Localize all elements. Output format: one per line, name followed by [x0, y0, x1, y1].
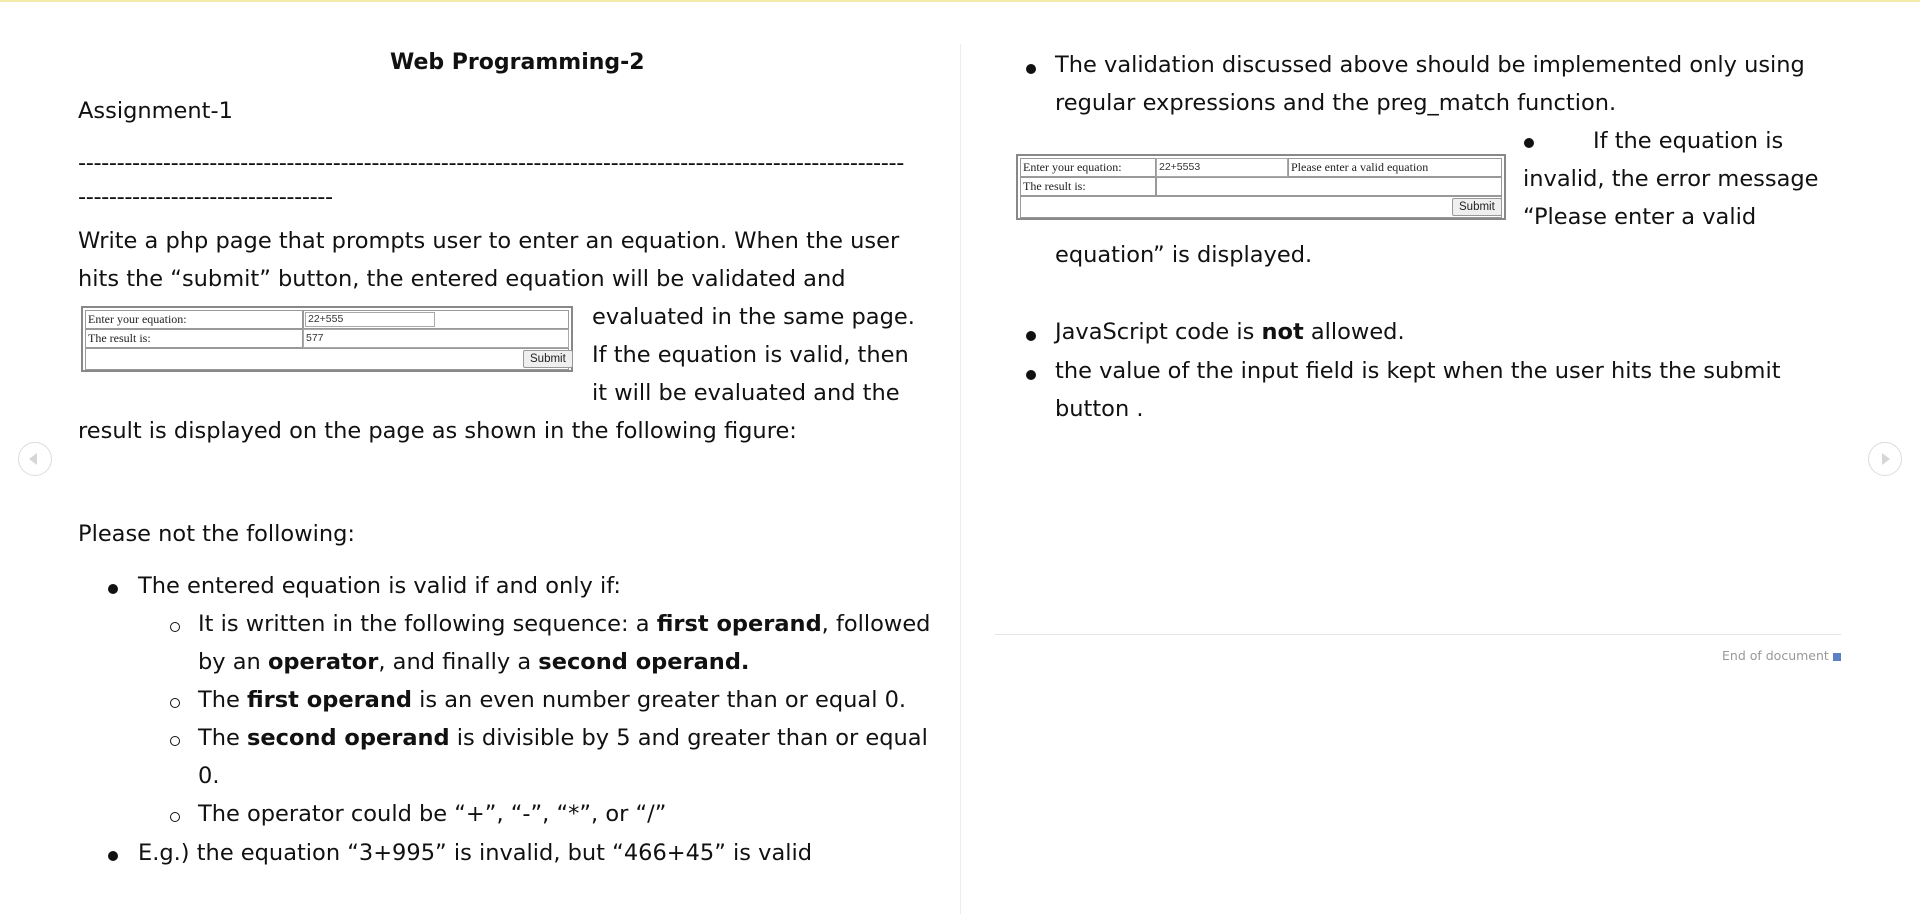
equation-label: Enter your equation: — [1020, 158, 1156, 177]
separator-line: ----------------------------------------------------------------------------------------------------------- — [78, 150, 904, 176]
submit-button: Submit — [523, 350, 573, 368]
circle-bullet-icon — [170, 812, 180, 822]
intro-text: result is displayed on the page as shown in the following figure: — [78, 418, 797, 444]
intro-text: evaluated in the same page. — [592, 304, 915, 330]
circle-bullet-icon — [170, 736, 180, 746]
result-label: The result is: — [1020, 177, 1156, 196]
list-item: JavaScript code is not allowed. — [1055, 319, 1405, 345]
top-accent-line — [0, 0, 1920, 2]
equation-cell — [303, 310, 569, 329]
list-item: by an operator, and finally a second operand. — [198, 649, 750, 675]
note-heading: Please not the following: — [78, 521, 355, 547]
submit-button: Submit — [1452, 198, 1502, 216]
end-marker-icon — [1833, 653, 1841, 661]
separator-line: --------------------------------- — [78, 184, 333, 210]
list-item: The first operand is an even number greater than or equal 0. — [198, 687, 907, 713]
list-item: “Please enter a valid — [1523, 204, 1757, 230]
equation-input: 22+5553 — [1156, 158, 1288, 177]
list-item: The entered equation is valid if and only if: — [138, 573, 621, 599]
list-item: The operator could be “+”, “-”, “*”, or “/” — [198, 801, 667, 827]
bullet-icon — [1026, 370, 1036, 380]
bullet-icon — [108, 851, 118, 861]
chevron-right-icon — [1882, 453, 1890, 465]
end-divider — [995, 634, 1841, 635]
next-page-button[interactable] — [1868, 442, 1902, 476]
equation-label: Enter your equation: — [85, 310, 303, 329]
valid-equation-form-figure — [81, 306, 573, 372]
intro-text: Write a php page that prompts user to enter an equation. When the user — [78, 228, 900, 254]
page-divider — [960, 44, 961, 914]
bullet-icon — [1026, 64, 1036, 74]
list-item: It is written in the following sequence: a first operand, followed — [198, 611, 931, 637]
circle-bullet-icon — [170, 622, 180, 632]
end-of-document-label: End of document — [1722, 648, 1829, 663]
result-label: The result is: — [85, 329, 303, 348]
assignment-label: Assignment-1 — [78, 98, 233, 124]
intro-text: If the equation is valid, then — [592, 342, 909, 368]
bullet-icon — [108, 584, 118, 594]
list-item: regular expressions and the preg_match function. — [1055, 90, 1617, 116]
bullet-icon — [1026, 331, 1036, 341]
list-item: The validation discussed above should be implemented only using — [1055, 52, 1805, 78]
document-title: Web Programming-2 — [390, 50, 645, 75]
invalid-equation-form-figure — [1016, 154, 1506, 220]
circle-bullet-icon — [170, 698, 180, 708]
error-message: Please enter a valid equation — [1288, 158, 1502, 177]
list-item: If the equation is — [1593, 128, 1784, 154]
list-item: 0. — [198, 763, 220, 789]
list-item: button . — [1055, 396, 1144, 422]
list-item: equation” is displayed. — [1055, 242, 1313, 268]
submit-row — [85, 348, 569, 370]
previous-page-button[interactable] — [18, 442, 52, 476]
submit-row — [1020, 196, 1502, 218]
list-item: the value of the input field is kept when the user hits the submit — [1055, 358, 1781, 384]
list-item: E.g.) the equation “3+995” is invalid, but “466+45” is valid — [138, 840, 813, 866]
intro-text: hits the “submit” button, the entered equation will be validated and — [78, 266, 846, 292]
result-value: 577 — [303, 329, 569, 348]
list-item: invalid, the error message — [1523, 166, 1819, 192]
list-item: The second operand is divisible by 5 and greater than or equal — [198, 725, 928, 751]
result-value — [1156, 177, 1502, 196]
equation-input: 22+555 — [305, 312, 435, 327]
chevron-left-icon — [29, 453, 37, 465]
bullet-icon — [1524, 138, 1534, 148]
intro-text: it will be evaluated and the — [592, 380, 900, 406]
